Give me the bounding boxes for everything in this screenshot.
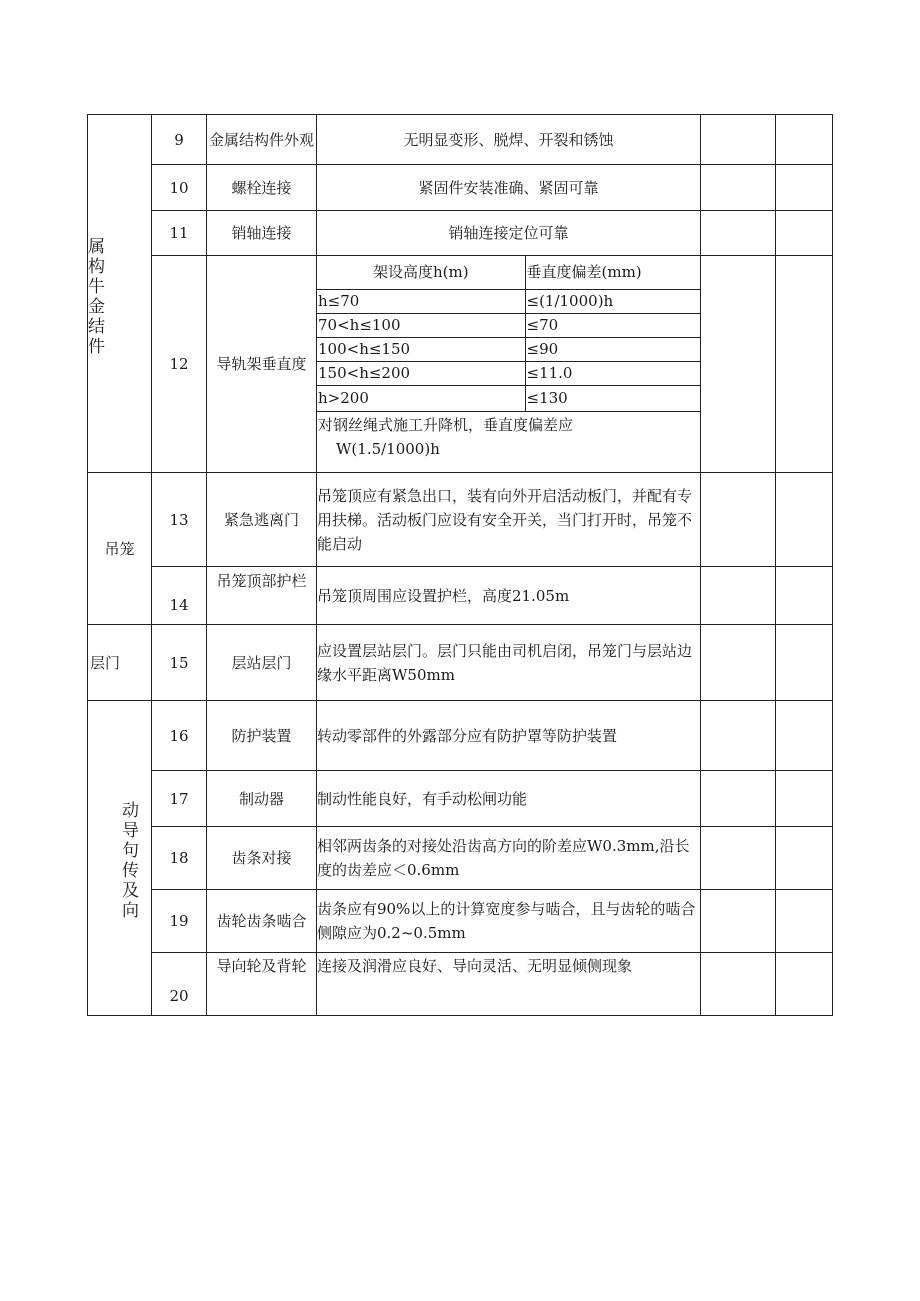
verticality-table-cell: [317, 256, 701, 473]
remark-cell: [776, 256, 833, 473]
item-name: 吊笼顶部护栏: [207, 567, 317, 625]
requirement: 转动零部件的外露部分应有防护罩等防护装置: [317, 701, 701, 771]
height-range: h>200: [317, 385, 525, 411]
height-range: h≤70: [317, 289, 525, 313]
result-cell: [701, 165, 776, 211]
deviation-limit: ≤130: [525, 385, 701, 411]
table-row: [88, 567, 833, 625]
row-number: 19: [152, 890, 207, 953]
row-number: 14: [152, 567, 207, 625]
remark-cell: [776, 211, 833, 256]
deviation-limit: ≤70: [525, 313, 701, 337]
row-number: 13: [152, 473, 207, 567]
remark-cell: [776, 473, 833, 567]
table-row: [88, 165, 833, 211]
remark-cell: [776, 890, 833, 953]
table-row: [88, 953, 833, 1016]
note-line-2: W(1.5/1000)h: [336, 439, 440, 458]
verticality-table: [317, 256, 701, 461]
result-cell: [701, 211, 776, 256]
row-number: 9: [152, 115, 207, 165]
requirement: 制动性能良好，有手动松闸功能: [317, 771, 701, 827]
remark-cell: [776, 701, 833, 771]
requirement: 吊笼顶周围应设置护栏，高度21.05m: [317, 567, 701, 625]
table-row: [88, 890, 833, 953]
remark-cell: [776, 625, 833, 701]
result-cell: [701, 625, 776, 701]
table-row: [88, 625, 833, 701]
header-height: 架设高度h(m): [317, 256, 525, 289]
item-name: 螺栓连接: [207, 165, 317, 211]
table-row: [88, 256, 833, 473]
remark-cell: [776, 827, 833, 890]
row-number: 12: [152, 256, 207, 473]
item-name: 金属结构件外观: [207, 115, 317, 165]
remark-cell: [776, 567, 833, 625]
note-line-1: 对钢丝绳式施工升降机，垂直度偏差应: [318, 415, 574, 434]
item-name: 紧急逃离门: [207, 473, 317, 567]
requirement: 紧固件安装准确、紧固可靠: [317, 165, 701, 211]
requirement: 连接及润滑应良好、导向灵活、无明显倾侧现象: [317, 953, 701, 1016]
row-number: 20: [152, 953, 207, 1016]
item-name: 齿条对接: [207, 827, 317, 890]
item-name: 导轨架垂直度: [207, 256, 317, 473]
category-drive-guide: 动导句传及向: [88, 701, 152, 1016]
deviation-limit: ≤90: [525, 337, 701, 361]
header-deviation: 垂直度偏差(mm): [525, 256, 701, 289]
requirement: 无明显变形、脱焊、开裂和锈蚀: [317, 115, 701, 165]
requirement: 相邻两齿条的对接处沿齿高方向的阶差应W0.3mm,沿长度的齿差应＜0.6mm: [317, 827, 701, 890]
item-name: 防护装置: [207, 701, 317, 771]
height-range: 150<h≤200: [317, 361, 525, 385]
item-name: 制动器: [207, 771, 317, 827]
item-name: 齿轮齿条啮合: [207, 890, 317, 953]
verticality-note: [317, 411, 701, 461]
deviation-limit: ≤11.0: [525, 361, 701, 385]
row-number: 18: [152, 827, 207, 890]
category-metal-structure: 属构牛金结件: [88, 115, 152, 473]
table-row: [88, 771, 833, 827]
table-row: [88, 115, 833, 165]
result-cell: [701, 567, 776, 625]
item-name: 销轴连接: [207, 211, 317, 256]
inspection-table: [87, 114, 833, 1016]
table-row: [88, 827, 833, 890]
result-cell: [701, 827, 776, 890]
result-cell: [701, 771, 776, 827]
requirement: 齿条应有90%以上的计算宽度参与啮合，且与齿轮的啮合侧隙应为0.2~0.5mm: [317, 890, 701, 953]
item-name: 层站层门: [207, 625, 317, 701]
deviation-limit: ≤(1/1000)h: [525, 289, 701, 313]
row-number: 11: [152, 211, 207, 256]
requirement: 吊笼顶应有紧急出口，装有向外开启活动板门，并配有专用扶梯。活动板门应设有安全开关，当门打开时，吊笼不能启动: [317, 473, 701, 567]
remark-cell: [776, 771, 833, 827]
result-cell: [701, 890, 776, 953]
result-cell: [701, 701, 776, 771]
row-number: 16: [152, 701, 207, 771]
row-number: 10: [152, 165, 207, 211]
table-row: [88, 211, 833, 256]
result-cell: [701, 473, 776, 567]
table-row: [88, 701, 833, 771]
requirement: 销轴连接定位可靠: [317, 211, 701, 256]
remark-cell: [776, 115, 833, 165]
height-range: 70<h≤100: [317, 313, 525, 337]
remark-cell: [776, 953, 833, 1016]
result-cell: [701, 953, 776, 1016]
category-cage: 吊笼: [88, 473, 152, 625]
item-name: 导向轮及背轮: [207, 953, 317, 1016]
table-row: [88, 473, 833, 567]
requirement: 应设置层站层门。层门只能由司机启闭，吊笼门与层站边缘水平距离W50mm: [317, 625, 701, 701]
row-number: 17: [152, 771, 207, 827]
remark-cell: [776, 165, 833, 211]
result-cell: [701, 256, 776, 473]
height-range: 100<h≤150: [317, 337, 525, 361]
result-cell: [701, 115, 776, 165]
row-number: 15: [152, 625, 207, 701]
category-landing-door: 层门: [88, 625, 152, 701]
